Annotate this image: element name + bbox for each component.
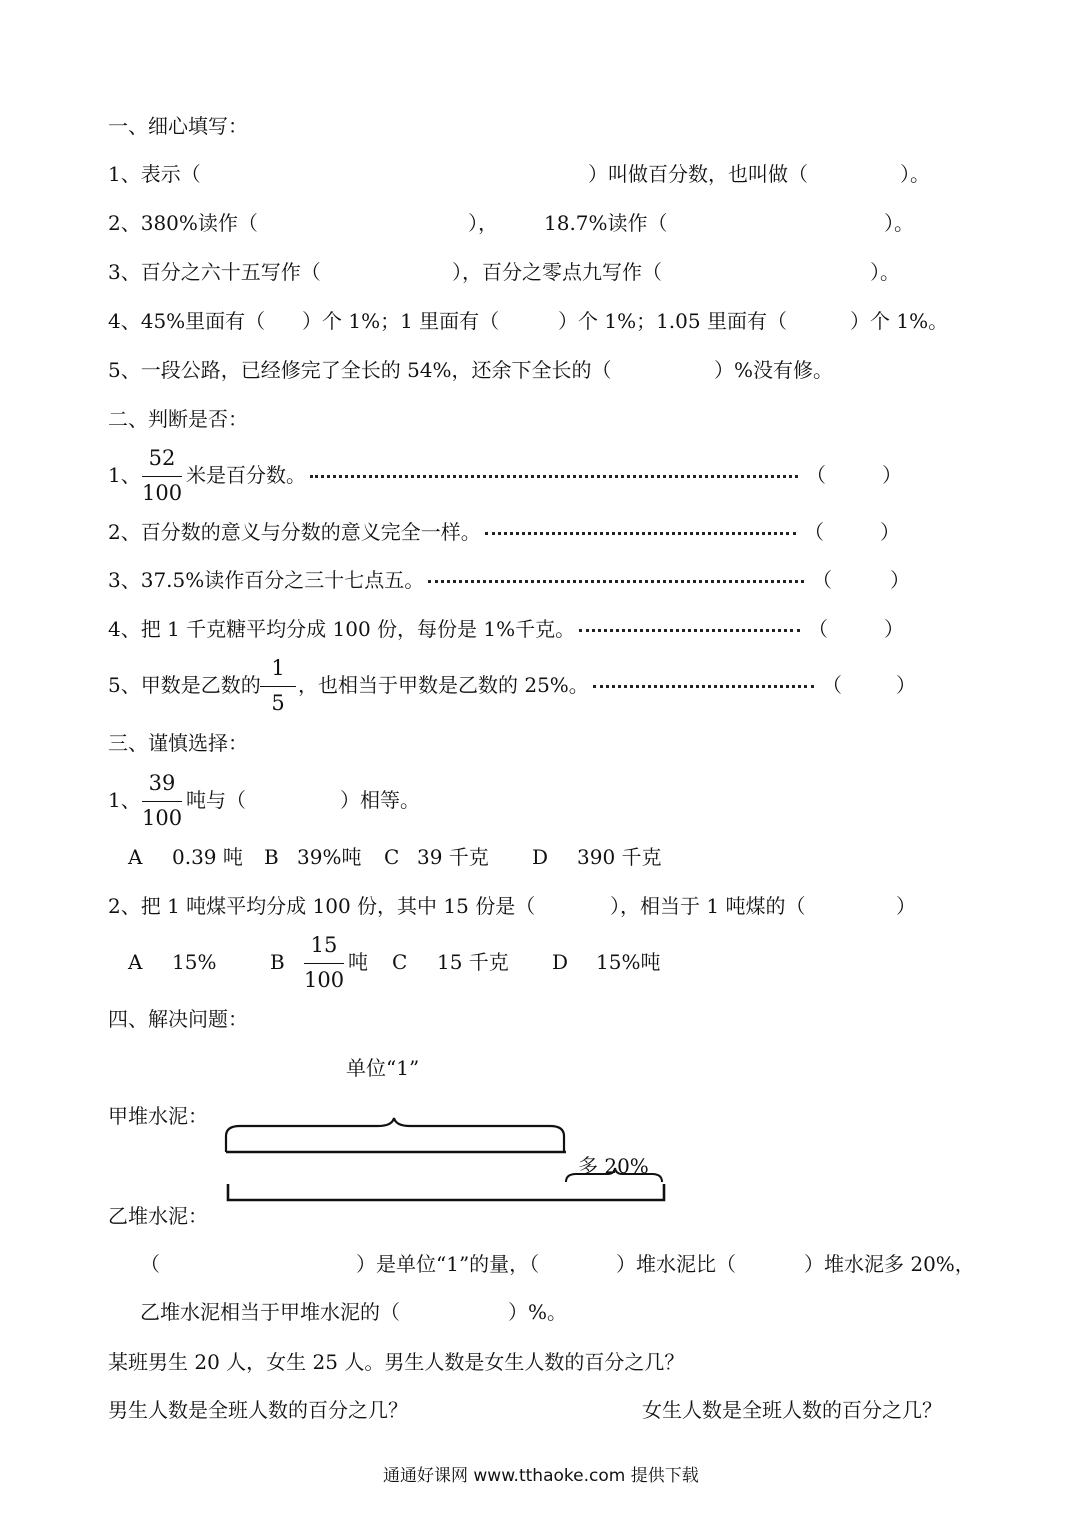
s3-q2-option-d-letter: D	[552, 950, 569, 974]
s1-q4-part-b: ）个 1%；1 里面有（	[302, 309, 500, 333]
dotted-leader	[428, 580, 804, 583]
fraction-denominator: 100	[142, 481, 183, 505]
s1-q2-part-a: 2、380%读作（	[108, 211, 258, 235]
s1-q1-part-c: ）。	[900, 162, 930, 186]
yi-pile-label: 乙堆水泥：	[108, 1204, 208, 1228]
fraction-numerator: 52	[148, 446, 176, 470]
s4-boys-question: 男生人数是全班人数的百分之几？	[108, 1398, 408, 1422]
s2-q1-number: 1、	[108, 463, 141, 487]
s3-q1-part-a: 吨与（	[186, 788, 246, 812]
s1-q2-part-b: ），	[468, 211, 498, 235]
s3-q2-part-c: ）	[896, 894, 916, 918]
s4-fill1-part-d: ）堆水泥多 20%，	[804, 1252, 975, 1276]
s3-q1-part-b: ）相等。	[340, 788, 420, 812]
s2-q5-close-paren: ）	[896, 673, 916, 697]
s2-q3-open-paren: （	[812, 568, 832, 592]
s3-q1-option-c-letter: C	[384, 845, 400, 869]
s1-q3-part-c: ）。	[870, 260, 900, 284]
fraction-denominator: 5	[271, 691, 285, 715]
section3-title: 三、谨慎选择：	[108, 731, 248, 755]
s3-q1-option-a-value: 0.39 吨	[172, 845, 243, 869]
s3-q2-option-c-value: 15 千克	[437, 950, 509, 974]
s1-q3-part-a: 3、百分之六十五写作（	[108, 260, 321, 284]
s3-q2-option-b-letter: B	[270, 950, 285, 974]
s4-fill2-part-b: ）%。	[508, 1300, 568, 1324]
s3-q2-option-c-letter: C	[392, 950, 408, 974]
s2-q1-close-paren: ）	[882, 463, 902, 487]
s3-q1-option-a-letter: A	[128, 845, 143, 869]
s2-q4-text: 4、把 1 千克糖平均分成 100 份，每份是 1%千克。	[108, 617, 576, 641]
s3-q2-option-a-letter: A	[128, 950, 143, 974]
s1-q5-part-b: ）%没有修。	[714, 358, 834, 382]
fraction-numerator: 1	[271, 656, 285, 680]
s1-q4-part-a: 4、45%里面有（	[108, 309, 266, 333]
fraction-numerator: 15	[310, 933, 338, 957]
s1-q2-part-d: ）。	[884, 211, 914, 235]
section1-title: 一、细心填写：	[108, 114, 248, 138]
s4-fill2-part-a: 乙堆水泥相当于甲堆水泥的（	[140, 1300, 400, 1324]
s2-q4-close-paren: ）	[884, 617, 904, 641]
dotted-leader	[310, 475, 798, 478]
s3-q1-option-b-value: 39%吨	[297, 845, 362, 869]
s1-q4-part-d: ）个 1%。	[850, 309, 949, 333]
s4-fill1-part-a: （	[140, 1252, 160, 1276]
yi-pile-bar	[228, 1184, 664, 1200]
s1-q1-part-a: 1、表示（	[108, 162, 201, 186]
extra-portion-brace	[566, 1168, 662, 1182]
unit-one-label: 单位“1”	[346, 1056, 420, 1080]
section2-title: 二、判断是否：	[108, 407, 248, 431]
fraction-denominator: 100	[304, 968, 345, 992]
s2-q2-open-paren: （	[804, 520, 824, 544]
s2-q1-text: 米是百分数。	[186, 463, 306, 487]
s2-q2-close-paren: ）	[880, 520, 900, 544]
jia-pile-label: 甲堆水泥：	[108, 1104, 208, 1128]
dotted-leader	[579, 629, 800, 632]
fraction-denominator: 100	[142, 806, 183, 830]
dotted-leader	[485, 532, 796, 535]
dotted-leader	[593, 685, 814, 688]
s3-q2-option-d-value: 15%吨	[596, 950, 661, 974]
s2-q3-close-paren: ）	[890, 568, 910, 592]
s2-q4-open-paren: （	[808, 617, 828, 641]
s3-q2-option-b-unit: 吨	[348, 950, 368, 974]
s4-class-problem: 某班男生 20 人，女生 25 人。男生人数是女生人数的百分之几？	[108, 1350, 685, 1374]
s2-q5-open-paren: （	[822, 673, 842, 697]
s3-q1-number: 1、	[108, 788, 141, 812]
s3-q2-part-a: 2、把 1 吨煤平均分成 100 份，其中 15 份是（	[108, 894, 536, 918]
s2-q2-text: 2、百分数的意义与分数的意义完全一样。	[108, 520, 481, 544]
s3-q2-option-a-value: 15%	[172, 950, 217, 974]
s4-girls-question: 女生人数是全班人数的百分之几？	[642, 1398, 942, 1422]
s1-q2-part-c: 18.7%读作（	[544, 211, 668, 235]
fraction-numerator: 39	[148, 771, 176, 795]
s4-fill1-part-b: ）是单位“1”的量，（	[356, 1252, 540, 1276]
s2-q3-text: 3、37.5%读作百分之三十七点五。	[108, 568, 425, 592]
s1-q3-part-b: ），百分之零点九写作（	[452, 260, 662, 284]
page-footer: 通通好课网 www.tthaoke.com 提供下载	[383, 1466, 699, 1486]
more-twenty-percent-label: 多 20%	[578, 1154, 649, 1178]
s3-q1-option-b-letter: B	[264, 845, 279, 869]
s2-q1-open-paren: （	[806, 463, 826, 487]
s3-q1-option-d-letter: D	[532, 845, 549, 869]
unit-one-brace	[226, 1118, 564, 1152]
s3-q1-option-d-value: 390 千克	[577, 845, 662, 869]
s2-q5-part-a: 5、甲数是乙数的	[108, 673, 261, 697]
s2-q5-part-b: ，也相当于甲数是乙数的 25%。	[298, 673, 589, 697]
s1-q5-part-a: 5、一段公路，已经修完了全长的 54%，还余下全长的（	[108, 358, 612, 382]
s3-q1-option-c-value: 39 千克	[417, 845, 489, 869]
s1-q4-part-c: ）个 1%；1.05 里面有（	[558, 309, 787, 333]
s1-q1-part-b: ）叫做百分数，也叫做（	[588, 162, 808, 186]
s3-q2-part-b: ），相当于 1 吨煤的（	[610, 894, 806, 918]
s4-fill1-part-c: ）堆水泥比（	[616, 1252, 736, 1276]
section4-title: 四、解决问题：	[108, 1007, 248, 1031]
